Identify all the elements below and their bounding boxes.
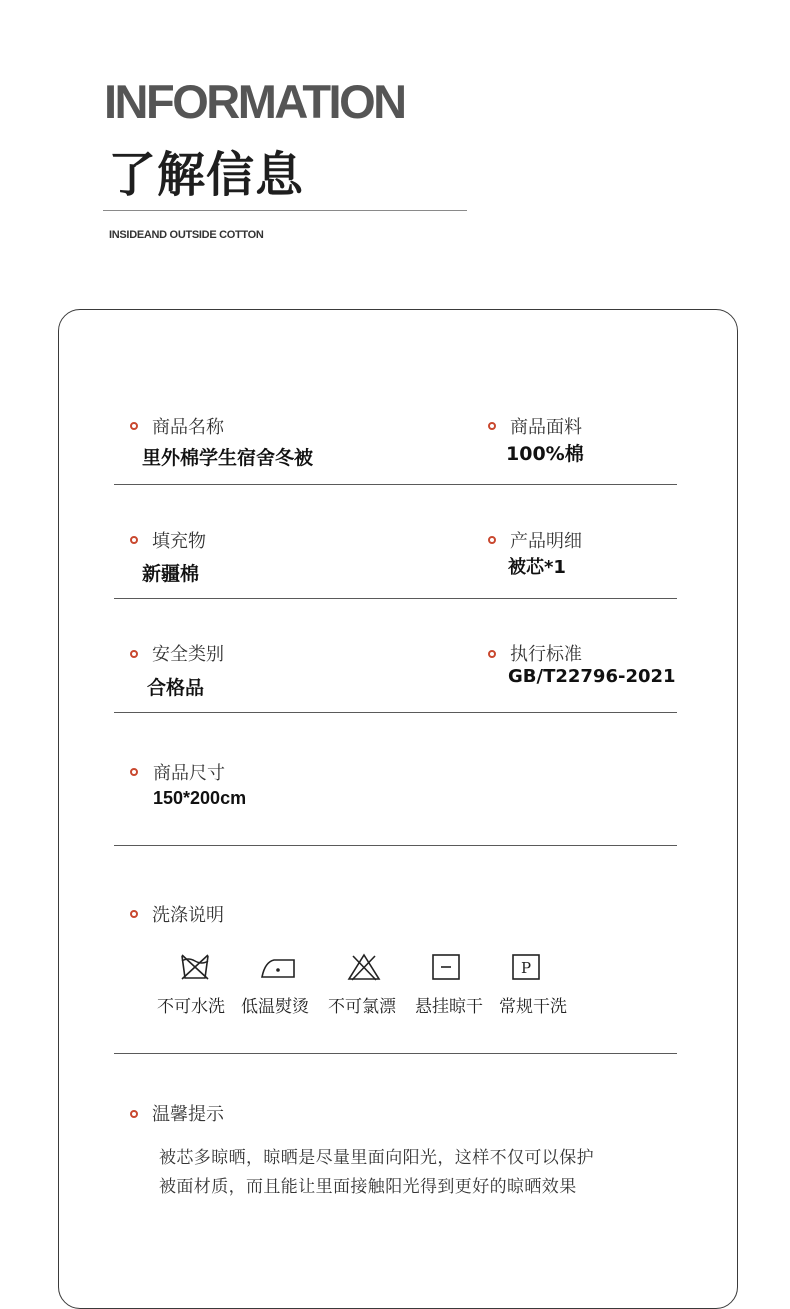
row-divider: [114, 484, 677, 485]
wash-label: 常规干洗: [499, 997, 567, 1017]
hang-dry-icon: [430, 952, 462, 982]
field-value-filling: 新疆棉: [142, 563, 200, 585]
field-label-filling: 填充物: [152, 531, 206, 552]
subtitle: INSIDEAND OUTSIDE COTTON: [109, 229, 264, 241]
wash-label: 不可氯漂: [328, 997, 396, 1017]
page-title: 了解信息: [108, 147, 305, 203]
no-bleach-icon: [347, 952, 381, 982]
no-water-wash-icon: [179, 952, 211, 982]
dry-clean-glyph: P: [520, 959, 532, 977]
field-label-size: 商品尺寸: [153, 763, 225, 784]
row-divider: [114, 1053, 677, 1054]
bullet-icon: [130, 536, 138, 544]
field-value-fabric: 100%棉: [506, 443, 584, 465]
bullet-icon: [488, 650, 496, 658]
bullet-icon: [130, 650, 138, 658]
field-label-detail: 产品明细: [510, 531, 582, 552]
low-temp-iron-icon: [260, 952, 296, 982]
bullet-icon: [130, 768, 138, 776]
field-value-standard: GB/T22796-2021: [508, 666, 676, 687]
tip-line: 被面材质，而且能让里面接触阳光得到更好的晾晒效果: [159, 1177, 577, 1197]
field-label-name: 商品名称: [152, 417, 224, 438]
row-divider: [114, 712, 677, 713]
field-label-fabric: 商品面料: [510, 417, 582, 438]
row-divider: [114, 598, 677, 599]
bullet-icon: [130, 422, 138, 430]
bullet-icon: [488, 422, 496, 430]
bullet-icon: [488, 536, 496, 544]
wash-label: 悬挂晾干: [415, 997, 483, 1017]
tips-label: 温馨提示: [152, 1104, 224, 1125]
row-divider: [114, 845, 677, 846]
field-label-standard: 执行标准: [510, 644, 582, 665]
bullet-icon: [130, 910, 138, 918]
field-value-size: 150*200cm: [153, 788, 247, 808]
washing-label: 洗涤说明: [152, 905, 224, 926]
field-value-name: 里外棉学生宿舍冬被: [142, 447, 314, 469]
dry-clean-icon: [510, 952, 542, 982]
wash-label: 低温熨烫: [241, 997, 309, 1017]
field-value-detail: 被芯*1: [508, 557, 566, 578]
wash-label: 不可水洗: [157, 997, 225, 1017]
title-en: INFORMATION: [104, 75, 405, 128]
tip-line: 被芯多晾晒，晾晒是尽量里面向阳光，这样不仅可以保护: [159, 1148, 594, 1168]
field-label-safety: 安全类别: [152, 644, 224, 665]
title-divider: [103, 210, 467, 211]
bullet-icon: [130, 1110, 138, 1118]
field-value-safety: 合格品: [147, 677, 205, 699]
